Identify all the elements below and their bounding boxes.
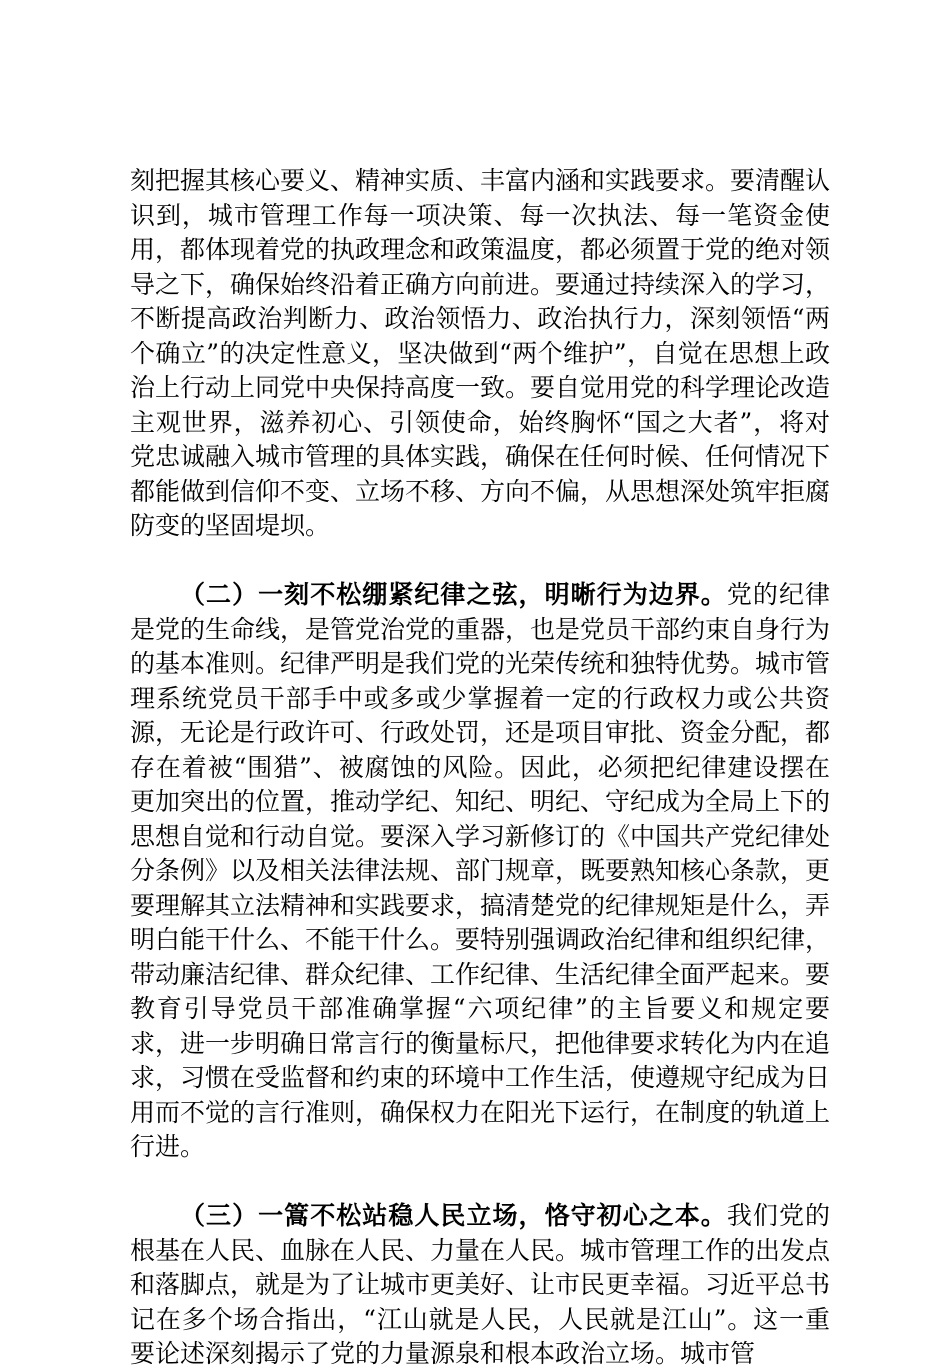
paragraph-continuation (130, 164, 830, 544)
section-heading: （三）一篙不松站稳人民立场，恪守初心之本。 (180, 1201, 727, 1230)
paragraph-text: 党的纪律是党的生命线，是管党治党的重器，也是党员干部约束自身行为的基本准则。纪律严明是我们党的光荣传统和独特优势。城市管理系统党员干部手中或多或少掌握着一定的行政权力或公共资源，无论是行政许可、行政处罚，还是项目审批、资金分配，都存在着被“围猎”、被腐蚀的风险。因此，必须把纪律建设摆在更加突出的位置，推动学纪、知纪、明纪、守纪成为全局上下的思想自觉和行动自觉。要深入学习新修订的《中国共产党纪律处分条例》以及相关法律法规、部门规章，既要熟知核心条款，更要理解其立法精神和实践要求，搞清楚党的纪律规矩是什么，弄明白能干什么、不能干什么。要特别强调政治纪律和组织纪律，带动廉洁纪律、群众纪律、工作纪律、生活纪律全面严起来。要教育引导党员干部准确掌握“六项纪律”的主旨要义和规定要求，进一步明确日常言行的衡量标尺，把他律要求转化为内在追求，习惯在受监督和约束的环境中工作生活，使遵规守纪成为日用而不觉的言行准则，确保权力在阳光下运行，在制度的轨道上行进。 (130, 580, 831, 1161)
paragraph-text: 刻把握其核心要义、精神实质、丰富内涵和实践要求。要清醒认识到，城市管理工作每一项决策、每一次执法、每一笔资金使用，都体现着党的执政理念和政策温度，都必须置于党的绝对领导之下，确保始终沿着正确方向前进。要通过持续深入的学习，不断提高政治判断力、政治领悟力、政治执行力，深刻领悟“两个确立”的决定性意义，坚决做到“两个维护”，自觉在思想上政治上行动上同党中央保持高度一致。要自觉用党的科学理论改造主观世界，滋养初心、引领使命，始终胸怀“国之大者”，将对党忠诚融入城市管理的具体实践，确保在任何时候、任何情况下都能做到信仰不变、立场不移、方向不偏，从思想深处筑牢拒腐防变的坚固堤坝。 (130, 166, 831, 540)
paragraph-section-2 (130, 578, 830, 1165)
paragraph-section-3 (130, 1199, 830, 1372)
section-heading: （二）一刻不松绷紧纪律之弦，明晰行为边界。 (180, 580, 727, 609)
paragraph-spacer (130, 1165, 830, 1200)
paragraph-spacer (130, 544, 830, 579)
paragraph-text: 我们党的根基在人民、血脉在人民、力量在人民。城市管理工作的出发点和落脚点，就是为了让城市更美好、让市民更幸福。习近平总书记在多个场合指出，“江山就是人民，人民就是江山”。这一重要论述深刻揭示了党的力量源泉和根本政治立场。城市管 (130, 1201, 831, 1368)
document-page (130, 164, 830, 1372)
